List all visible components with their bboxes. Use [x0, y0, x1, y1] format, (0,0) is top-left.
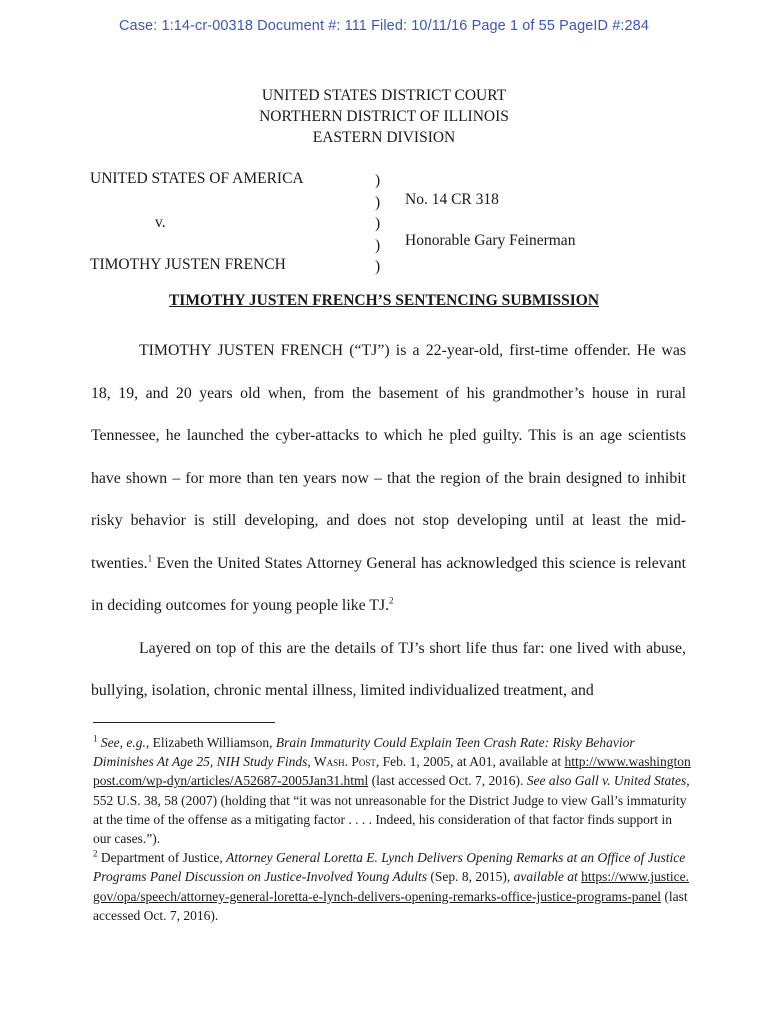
paragraph-2: Layered on top of this are the details of TJ’s short life thus far: one lived with abuse, bullying, isolation, chronic mental illness, limited individualized treatment, and — [91, 639, 686, 699]
judge-name: Honorable Gary Feinerman — [405, 232, 576, 249]
footnote-1-date: , Feb. 1, 2005, at A01, available at — [375, 754, 565, 770]
footnote-1-author: Elizabeth Williamson, — [149, 735, 276, 750]
caption-bracket — [375, 170, 380, 278]
footnote-divider — [93, 722, 275, 723]
footnote-1-number: 1 — [93, 733, 98, 744]
court-division: EASTERN DIVISION — [312, 129, 456, 146]
footnote-1-url-link[interactable]: http://www.washingtonpost.com/wp-dyn/articles/A52687-2005Jan31.html — [93, 754, 691, 789]
plaintiff-name: UNITED STATES OF AMERICA — [90, 170, 304, 187]
footnote-1-publication: , Wash. Post — [307, 754, 376, 770]
versus-label: v. — [155, 214, 166, 231]
citation-signal: See, e.g., — [97, 735, 150, 750]
court-district: NORTHERN DISTRICT OF ILLINOIS — [259, 108, 509, 125]
ecf-filing-header: Case: 1:14-cr-00318 Document #: 111 Filed: 10/11/16 Page 1 of 55 PageID #:284 — [118, 18, 650, 34]
bracket-char: ) — [375, 172, 381, 189]
footnote-1-accessed: (last accessed Oct. 7, 2016). — [368, 773, 527, 789]
footnote-2-url-link[interactable]: https://www.justice.gov/opa/speech/attorney-general-loretta-e-lynch-delivers-opening-remarks-office-justice-programs-panel — [93, 869, 689, 904]
case-number: No. 14 CR 318 — [405, 191, 499, 208]
footnote-1-article-title: Brain Immaturity Could Explain Teen Crash Rate: Risky Behavior Diminishes At Age 25, NIH Study Finds — [93, 735, 635, 770]
footnote-ref-1[interactable]: 1 — [147, 553, 153, 564]
footnote-2-number: 2 — [93, 848, 98, 859]
footnote-1 — [93, 733, 693, 848]
bracket-char: ) — [375, 215, 381, 232]
footnote-1-holding: , 552 U.S. 38, 58 (2007) (holding that “it was not unreasonable for the District Judge to view Gall’s immaturity at the time of the offense as a mitigating factor . . . . Indeed, his consideration of that factor finds support in our cases.”). — [93, 773, 690, 847]
bracket-char: ) — [375, 236, 381, 254]
footnote-2-available-at: available at — [513, 869, 578, 885]
footnote-2-accessed: (last accessed Oct. 7, 2016). — [93, 888, 688, 923]
document-title: TIMOTHY JUSTEN FRENCH’S SENTENCING SUBMISSION — [168, 292, 600, 309]
footnote-2-article-title: Attorney General Loretta E. Lynch Delivers Opening Remarks at an Office of Justice Programs Panel Discussion on Justice-Involved Young Adults — [93, 850, 686, 885]
bracket-char: ) — [375, 258, 381, 275]
footnotes — [93, 733, 693, 925]
footnote-1-case-cite: See also Gall v. United States — [526, 773, 687, 789]
paragraph-1 — [91, 330, 686, 628]
footnote-2-agency: Department of Justice, — [97, 850, 227, 866]
defendant-name: TIMOTHY JUSTEN FRENCH — [90, 256, 286, 273]
body-text — [91, 330, 686, 713]
footnote-2-date: (Sep. 8, 2015), — [426, 869, 514, 885]
court-heading — [0, 85, 768, 148]
court-name: UNITED STATES DISTRICT COURT — [261, 87, 507, 104]
footnote-2 — [93, 848, 693, 925]
footnote-ref-2[interactable]: 2 — [389, 595, 394, 606]
paragraph-1-text-a: TIMOTHY JUSTEN FRENCH (“TJ”) is a 22-year-old, first-time offender. He was 18, 19, and 20 years old when, from the basement of his grandmother’s house in rural Tennessee, he launched the cyber-attacks to which he pled guilty. This is an age scientists have shown – for more than ten years now – that the region of the brain designed to inhibit risky behavior is still developing, and does not stop developing until at least the mid-twenties. — [91, 342, 686, 572]
case-caption — [90, 170, 730, 275]
paragraph-1-text-b: Even the United States Attorney General has acknowledged this science is relevant in deciding outcomes for young people like TJ. — [91, 554, 686, 614]
bracket-char: ) — [375, 193, 381, 211]
